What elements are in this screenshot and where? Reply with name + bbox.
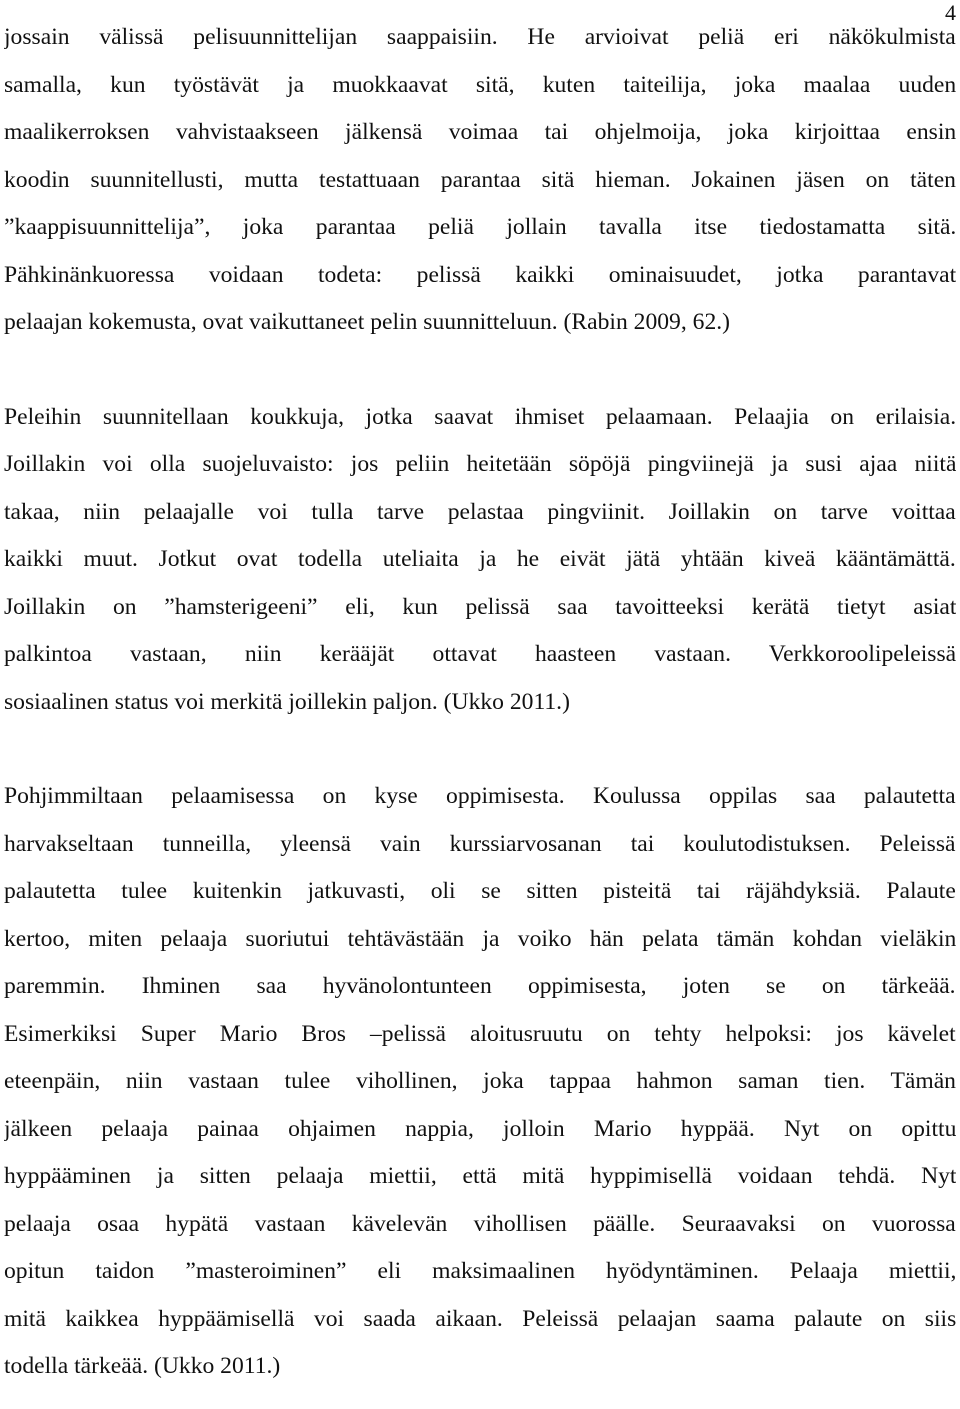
text-line: koodin suunnitellusti, mutta testattuaan parantaa sitä hieman. Jokainen jäsen on täten (4, 166, 956, 193)
text-line: ”kaappisuunnittelija”, joka parantaa peliä jollain tavalla itse tiedostamatta sitä. (4, 214, 956, 240)
text-line: jälkeen pelaaja painaa ohjaimen nappia, jolloin Mario hyppää. Nyt on opittu (4, 1115, 956, 1142)
text-line: kaikki muut. Jotkut ovat todella uteliaita ja he eivät jätä yhtään kiveä kääntämättä. (4, 546, 956, 572)
text-line: samalla, kun työstävät ja muokkaavat sitä, kuten taiteilija, joka maalaa uuden (4, 71, 956, 98)
text-line: Joillakin voi olla suojeluvaisto: jos peliin heitetään söpöjä pingviinejä ja susi ajaa niitä (4, 451, 956, 477)
text-line: eteenpäin, niin vastaan tulee vihollinen, joka tappaa hahmon saman tien. Tämän (4, 1068, 956, 1094)
text-line: maalikerroksen vahvistaakseen jälkensä voimaa tai ohjelmoija, joka kirjoittaa ensin (4, 119, 956, 145)
text-line: paremmin. Ihminen saa hyvänolontunteen oppimisesta, joten se on tärkeää. (4, 973, 956, 999)
page-number: 4 (945, 0, 956, 25)
text-line: pelaaja osaa hypätä vastaan kävelevän vihollisen päälle. Seuraavaksi on vuorossa (4, 1210, 956, 1237)
text-line: mitä kaikkea hyppäämisellä voi saada aikaan. Peleissä pelaajan saama palaute on siis (4, 1305, 956, 1332)
text-line: Peleihin suunnitellaan koukkuja, jotka saavat ihmiset pelaamaan. Pelaajia on erilaisia. (4, 403, 956, 430)
page-body (4, 14, 956, 1391)
text-line: pelaajan kokemusta, ovat vaikuttaneet pelin suunnitteluun. (Rabin 2009, 62.) (4, 309, 730, 335)
text-line: palkintoa vastaan, niin kerääjät ottavat haasteen vastaan. Verkkoroolipeleissä (4, 641, 956, 667)
paragraph (4, 773, 956, 1391)
text-line: sosiaalinen status voi merkitä joillekin paljon. (Ukko 2011.) (4, 688, 570, 715)
text-line: Esimerkiksi Super Mario Bros –pelissä aloitusruutu on tehty helpoksi: jos kävelet (4, 1020, 956, 1047)
paragraph (4, 14, 956, 347)
text-line: kertoo, miten pelaaja suoriutui tehtävästään ja voiko hän pelata tämän kohdan vieläkin (4, 925, 956, 952)
text-line: harvakseltaan tunneilla, yleensä vain kurssiarvosanan tai koulutodistuksen. Peleissä (4, 830, 956, 857)
text-line: opitun taidon ”masteroiminen” eli maksimaalinen hyödyntäminen. Pelaaja miettii, (4, 1258, 956, 1284)
text-line: Joillakin on ”hamsterigeeni” eli, kun pelissä saa tavoitteeksi kerätä tietyt asiat (4, 593, 956, 620)
text-line: palautetta tulee kuitenkin jatkuvasti, oli se sitten pisteitä tai räjähdyksiä. Palaute (4, 878, 956, 904)
text-line: hyppääminen ja sitten pelaaja miettii, että mitä hyppimisellä voidaan tehdä. Nyt (4, 1163, 956, 1189)
text-line: todella tärkeää. (Ukko 2011.) (4, 1353, 281, 1379)
paragraph (4, 394, 956, 727)
text-line: Pähkinänkuoressa voidaan todeta: pelissä kaikki ominaisuudet, jotka parantavat (4, 261, 956, 288)
text-line: jossain välissä pelisuunnittelijan saappaisiin. He arvioivat peliä eri näkökulmista (4, 24, 956, 50)
text-line: Pohjimmiltaan pelaamisessa on kyse oppimisesta. Koulussa oppilas saa palautetta (4, 783, 956, 809)
text-line: takaa, niin pelaajalle voi tulla tarve pelastaa pingviinit. Joillakin on tarve voittaa (4, 498, 956, 525)
